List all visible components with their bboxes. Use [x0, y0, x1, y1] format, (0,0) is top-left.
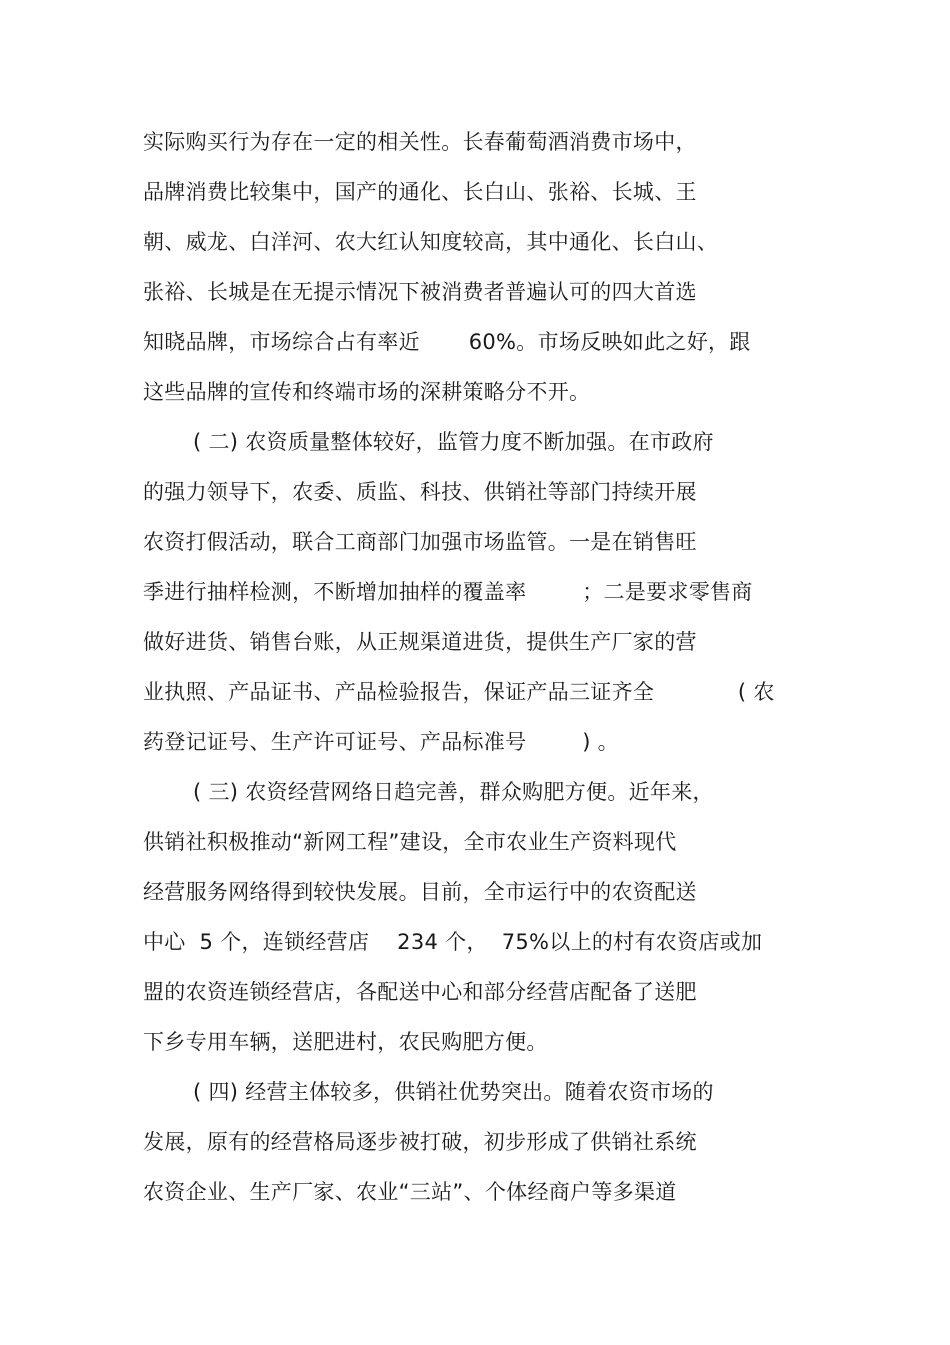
text-line: 供销社积极推动“新网工程”建设，全市农业生产资料现代: [143, 830, 677, 854]
text-line: 下乡专用车辆，送肥进村，农民购肥方便。: [143, 1030, 548, 1054]
paragraph-heading-line: ( 二) 农资质量整体较好，监管力度不断加强。在市政府: [193, 430, 714, 454]
text-line: 朝、威龙、白洋河、农大红认知度较高，其中通化、长白山、: [143, 230, 719, 254]
text-line: 实际购买行为存在一定的相关性。长春葡萄酒消费市场中，: [143, 130, 697, 154]
text-line: 张裕、长城是在无提示情况下被消费者普遍认可的四大首选: [143, 280, 697, 304]
text-line: 做好进货、销售台账，从正规渠道进货，提供生产厂家的营: [143, 630, 697, 654]
text-line: 经营服务网络得到较快发展。目前，全市运行中的农资配送: [143, 880, 697, 904]
text-line: 中心 5 个，连锁经营店 234 个， 75%以上的村有农资店或加: [143, 930, 763, 954]
paragraph-heading-line: ( 三) 农资经营网络日趋完善，群众购肥方便。近年来，: [193, 780, 714, 804]
text-line: 农资企业、生产厂家、农业“三站”、个体经商户等多渠道: [143, 1180, 677, 1204]
text-line: 业执照、产品证书、产品检验报告，保证产品三证齐全 ( 农: [143, 680, 775, 704]
text-line: 农资打假活动，联合工商部门加强市场监管。一是在销售旺: [143, 530, 697, 554]
text-line: 发展，原有的经营格局逐步被打破，初步形成了供销社系统: [143, 1130, 697, 1154]
text-line: 的强力领导下，农委、质监、科技、供销社等部门持续开展: [143, 480, 697, 504]
text-line: 这些品牌的宣传和终端市场的深耕策略分不开。: [143, 380, 591, 404]
text-line: 季进行抽样检测，不断增加抽样的覆盖率 ；二是要求零售商: [143, 580, 753, 604]
text-line: 药登记证号、生产许可证号、产品标准号 ) 。: [143, 730, 619, 754]
text-line: 盟的农资连锁经营店，各配送中心和部分经营店配备了送肥: [143, 980, 697, 1004]
paragraph-heading-line: ( 四) 经营主体较多，供销社优势突出。随着农资市场的: [193, 1080, 714, 1104]
text-line: 知晓品牌，市场综合占有率近 60%。市场反映如此之好，跟: [143, 330, 751, 354]
text-line: 品牌消费比较集中，国产的通化、长白山、张裕、长城、王: [143, 180, 697, 204]
